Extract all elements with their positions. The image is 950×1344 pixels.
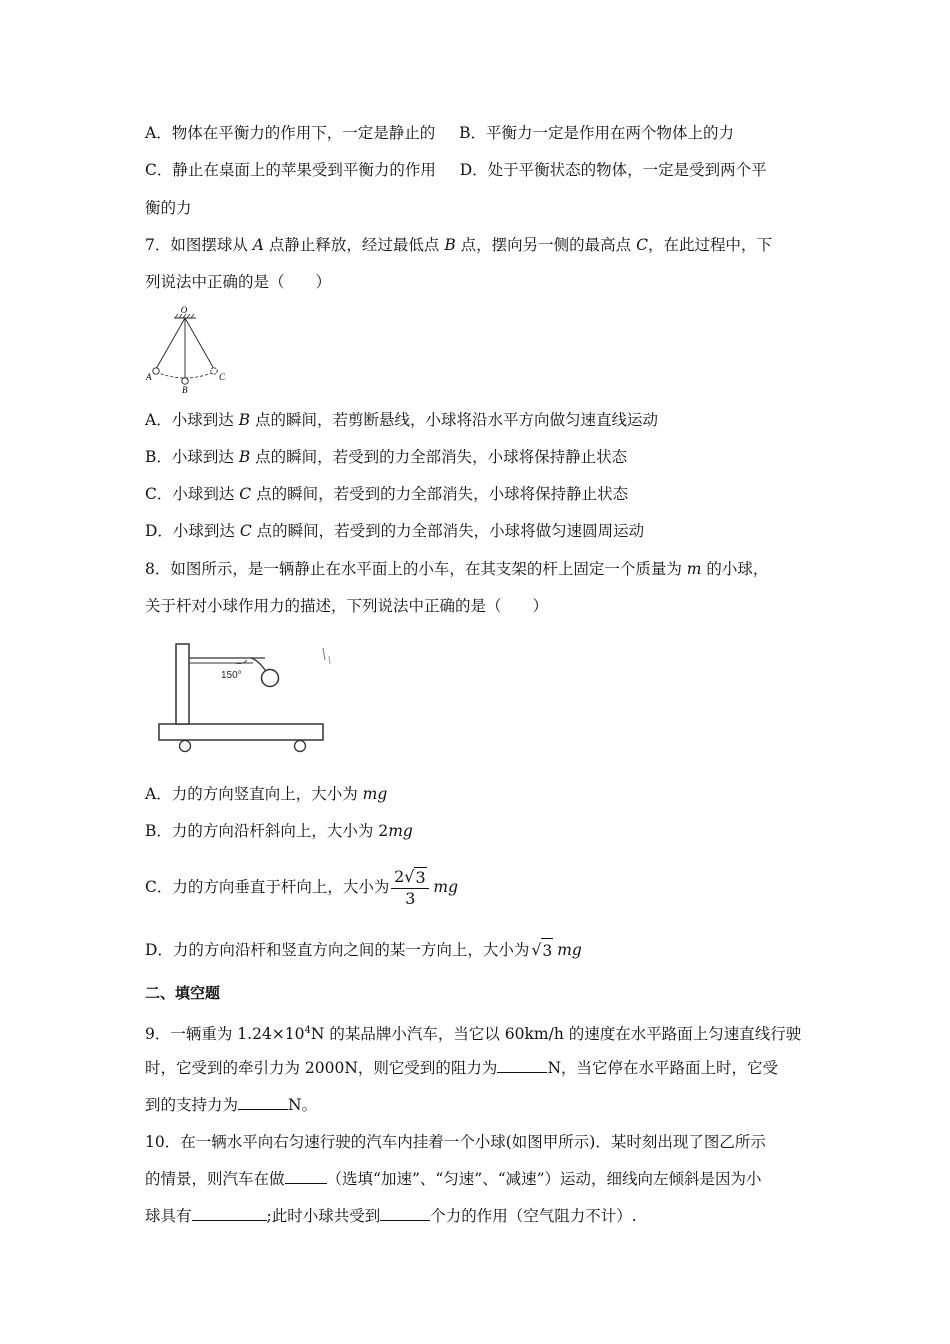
q8-stem-cont: 关于杆对小球作用力的描述，下列说法中正确的是（ ） bbox=[145, 597, 549, 615]
wheel-left bbox=[180, 741, 191, 752]
answer-blank[interactable] bbox=[497, 1058, 547, 1073]
answer-blank[interactable] bbox=[238, 1095, 288, 1110]
q7-option-a: A．小球到达 B 点的瞬间，若剪断悬线，小球将沿水平方向做匀速直线运动 bbox=[145, 411, 658, 429]
fraction: 2 √ 3 3 bbox=[391, 867, 429, 909]
q6-option-b: B．平衡力一定是作用在两个物体上的力 bbox=[459, 124, 734, 142]
q6-option-c: C．静止在桌面上的苹果受到平衡力的作用 bbox=[145, 161, 436, 179]
q8-option-b: B．力的方向沿杆斜向上，大小为 2mg bbox=[145, 822, 413, 840]
answer-blank[interactable] bbox=[192, 1206, 267, 1221]
label-c: C bbox=[219, 372, 226, 382]
label-o: O bbox=[180, 305, 188, 315]
ball-a bbox=[153, 368, 159, 374]
q7-option-b: B．小球到达 B 点的瞬间，若受到的力全部消失，小球将保持静止状态 bbox=[145, 448, 628, 466]
answer-blank[interactable] bbox=[380, 1206, 430, 1221]
q8-stem: 8．如图所示，是一辆静止在水平面上的小车，在其支架的杆上固定一个质量为 m 的小球， bbox=[145, 560, 769, 578]
q7-stem-cont: 列说法中正确的是（ ） bbox=[145, 273, 332, 291]
q9-line1: 9．一辆重为 $1.24\times 10^4N$ 的某品牌小汽车，当它以 60km/h 的速度在水平路面上匀速直线行驶 bbox=[145, 1025, 802, 1044]
angle-label: 150° bbox=[221, 670, 242, 681]
section-heading: 二、填空题 bbox=[145, 984, 221, 1002]
q6-option-d-cont: 衡的力 bbox=[145, 199, 192, 217]
q6-options-row2 bbox=[145, 159, 767, 181]
q7-stem: 7．如图摆球从 A 点静止释放，经过最低点 B 点，摆向另一侧的最高点 C，在此过程中，下 bbox=[145, 236, 772, 254]
cart-figure bbox=[155, 638, 335, 756]
q9-line3: 到的支持力为 N。 bbox=[145, 1096, 318, 1114]
q8-option-a: A．力的方向竖直向上，大小为 mg bbox=[145, 785, 388, 803]
q10-line3: 球具有 ;此时小球共受到 个力的作用（空气阻力不计）. bbox=[145, 1207, 637, 1225]
wheel-right bbox=[295, 741, 306, 752]
q6-options-row1 bbox=[145, 122, 734, 144]
ball bbox=[262, 670, 279, 687]
q9-line2: 时，它受到的牵引力为 2000N，则它受到的阻力为 N，当它停在水平路面上时，它受 bbox=[145, 1059, 779, 1077]
q10-line1: 10．在一辆水平向右匀速行驶的汽车内挂着一个小球(如图甲所示)．某时刻出现了图乙所示 bbox=[145, 1133, 766, 1151]
ball-b bbox=[182, 378, 188, 384]
ball-c bbox=[211, 368, 217, 374]
pendulum-figure bbox=[140, 302, 240, 394]
q10-line2: 的情景，则汽车在做 （选填“加速”、“匀速”、“减速”）运动，细线向左倾斜是因为小 bbox=[145, 1170, 762, 1188]
answer-blank[interactable] bbox=[285, 1169, 327, 1184]
q7-option-d: D．小球到达 C 点的瞬间，若受到的力全部消失，小球将做匀速圆周运动 bbox=[145, 522, 645, 540]
label-a: A bbox=[146, 372, 152, 382]
q6-option-a: A．物体在平衡力的作用下，一定是静止的 bbox=[145, 124, 436, 142]
q8-option-d: D．力的方向沿杆和竖直方向之间的某一方向上，大小为 √ 3 mg bbox=[145, 938, 582, 963]
label-b: B bbox=[182, 385, 188, 394]
q6-option-d: D．处于平衡状态的物体，一定是受到两个平 bbox=[459, 161, 767, 179]
q7-option-c: C．小球到达 C 点的瞬间，若受到的力全部消失，小球将保持静止状态 bbox=[145, 485, 629, 503]
q8-option-c: C．力的方向垂直于杆向上，大小为 2 √ 3 3 mg bbox=[145, 867, 458, 908]
